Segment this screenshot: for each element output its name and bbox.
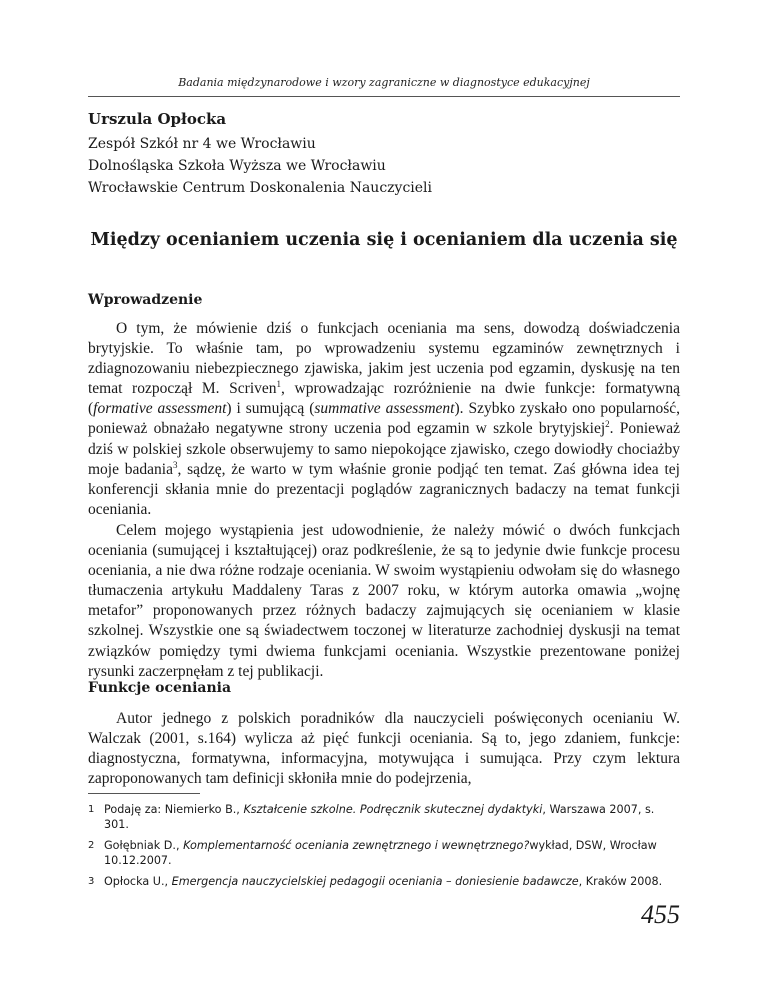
paragraph-functions-1: Autor jednego z polskich poradników dla nauczycieli poświęconych ocenianiu W. Walczak (2001, s.164) wylicza aż pięć funkcji oceniania. Są to, jego zdaniem, funkcje: diagnostyczna, formatywna, informacyjna, motywująca i sumująca. Przy czym lektura zaproponowanych tam definicji skłoniła mnie do podejrzenia, [88,710,680,788]
header-rule [88,96,680,97]
term-formative: formative assessment [93,400,227,418]
footnote-number: 1 [88,804,95,815]
footnote-ref-1: 1 [276,379,282,390]
footnote-1: 1 Podaję za: Niemierko B., Kształcenie szkolne. Podręcznik skutecznej dydaktyki, Warszawa 2007, s. 301. [88,803,655,831]
author-name: Urszula Opłocka [88,110,227,128]
footnote-ref-3: 3 [172,459,178,470]
section-heading-functions: Funkcje oceniania [88,680,232,696]
paragraph-intro-2: Celem mojego wystąpienia jest udowodnienie, że należy mówić o dwóch funkcjach oceniania (sumującej i kształtującej) oraz podkreślenie, że są to jedynie dwie funkcje procesu oceniania, a nie dwa różne rodzaje oceniania. W swoim wystąpieniu odwołam się do własnego tłumaczenia artykułu Maddaleny Taras z 2007 roku, w którym autorka omawia „wojnę metafor” proponowanych przez różnych badaczy zajmujących się ocenianiem w klasie szkolnej. Wszystkie one są świadectwem toczonej w literaturze zachodniej dyskusji na temat związków pomiędzy tymi dwiema funkcjami oceniania. Wszystkie prezentowane poniżej rysunki zaczerpnęłam z tej publikacji. [88,522,680,680]
affiliation-2: Dolnośląska Szkoła Wyższa we Wrocławiu [88,158,386,174]
footnote-ref-2: 2 [605,419,610,430]
paragraph-intro-1: O tym, że mówienie dziś o funkcjach oceniania ma sens, dowodzą doświadczenia brytyjskie. To właśnie tam, po wprowadzeniu systemu egzaminów zewnętrznych i zdiagnozowaniu niebezpiecznego zjawiska, jakim jest uczenia pod egzamin, dyskusję na ten temat rozpoczął M. Scriven$^1$, wprowadzając rozróżnienie na dwie funkcje: formatywną (formative assessment) i sumującą (summative assessment). Szybko zyskało ono popularność, ponieważ obnażało negatywne strony uczenia pod egzamin w szkole brytyjskiej$^2$. Ponieważ dziś w polskiej szkole obserwujemy to samo niepokojące zjawisko, czego dowiodły chociażby moje badania$^3$, sądzę, że warto w tym właśnie gronie podjąć ten temat. Zaś główna idea tej konferencji skłania mnie do prezentacji poglądów zagranicznych badaczy na temat funkcji oceniania. [88,320,681,518]
page-number: 455 [641,900,680,929]
section-heading-intro: Wprowadzenie [88,292,203,308]
paper-title: Między ocenianiem uczenia się i ocenianiem dla uczenia się [90,230,678,250]
footnote-rule [88,793,200,794]
affiliation-1: Zespół Szkół nr 4 we Wrocławiu [88,136,316,152]
footnote-number: 3 [88,876,95,887]
term-summative: summative assessment [314,400,455,418]
running-head: Badania międzynarodowe i wzory zagraniczne w diagnostyce edukacyjnej [178,76,590,89]
footnote-number: 2 [88,840,95,851]
footnote-3: 3 Opłocka U., Emergencja nauczycielskiej pedagogii oceniania – doniesienie badawcze, Kraków 2008. [88,875,663,888]
footnote-2: 2 Gołębniak D., Komplementarność oceniania zewnętrznego i wewnętrznego?wykład, DSW, Wrocław 10.12.2007. [88,839,657,867]
affiliation-3: Wrocławskie Centrum Doskonalenia Nauczycieli [88,180,433,196]
